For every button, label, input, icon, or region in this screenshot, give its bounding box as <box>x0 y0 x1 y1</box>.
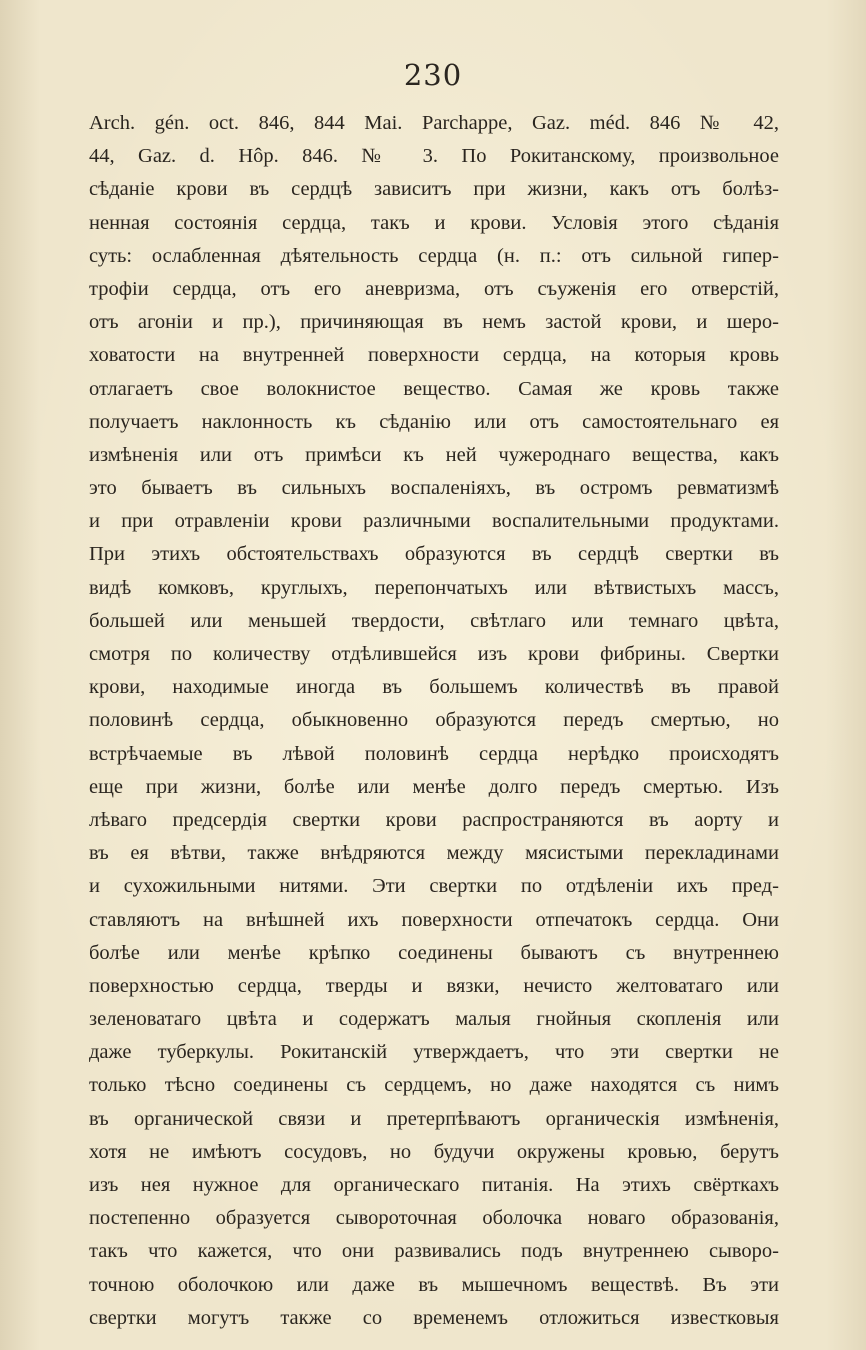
text-line: свертки могутъ также со временемъ отложиться известковыя <box>89 1306 779 1329</box>
text-line: измѣненія или отъ примѣси къ ней чужероднаго вещества, какъ <box>89 443 779 466</box>
text-line: въ ея вѣтви, также внѣдряются между мясистыми перекладинами <box>89 842 779 865</box>
text-line: и при отравленіи крови различными воспалительными продуктами. <box>89 510 779 533</box>
text-line: Arch. gén. oct. 846, 844 Mai. Parchappe, Gaz. méd. 846 № 42, <box>89 112 779 134</box>
text-line: такъ что кажется, что они развивались подъ внутреннею сыворо- <box>89 1240 779 1263</box>
text-line: это бываетъ въ сильныхъ воспаленіяхъ, въ остромъ ревматизмѣ <box>89 477 779 500</box>
text-line: крови, находимые иногда въ большемъ количествѣ въ правой <box>89 676 779 699</box>
page-number: 230 <box>403 58 463 92</box>
text-line: болѣе или менѣе крѣпко соединены бываютъ съ внутреннею <box>89 941 779 964</box>
text-line: точною оболочкою или даже въ мышечномъ веществѣ. Въ эти <box>89 1273 779 1296</box>
text-line: сѣданіе крови въ сердцѣ зависитъ при жизни, какъ отъ болѣз- <box>89 178 779 201</box>
text-line: и сухожильными нитями. Эти свертки по отдѣленіи ихъ пред- <box>89 875 779 898</box>
text-line: лѣваго предсердія свертки крови распространяются въ аорту и <box>89 808 779 831</box>
text-line: изъ нея нужное для органическаго питанія. На этихъ свёрткахъ <box>89 1174 779 1196</box>
text-line: только тѣсно соединены съ сердцемъ, но даже находятся съ нимъ <box>89 1074 779 1097</box>
text-line: При этихъ обстоятельствахъ образуются въ сердцѣ свертки въ <box>89 543 779 566</box>
body-text <box>89 107 779 1335</box>
text-line: хотя не имѣютъ сосудовъ, но будучи окружены кровью, берутъ <box>89 1140 779 1163</box>
text-line: суть: ослабленная дѣятельность сердца (н. п.: отъ сильной гипер- <box>89 244 779 267</box>
text-line: половинѣ сердца, обыкновенно образуются передъ смертью, но <box>89 709 779 732</box>
text-line: ховатости на внутренней поверхности сердца, на которыя кровь <box>89 344 779 367</box>
text-line: отлагаетъ свое волокнистое вещество. Самая же кровь также <box>89 377 779 400</box>
text-line: отъ агоніи и пр.), причиняющая въ немъ застой крови, и шеро- <box>89 311 779 334</box>
text-line: зеленоватаго цвѣта и содержатъ малыя гнойныя скопленія или <box>89 1008 779 1031</box>
text-line: смотря по количеству отдѣлившейся изъ крови фибрины. Свертки <box>89 643 779 665</box>
text-line: поверхностью сердца, тверды и вязки, нечисто желтоватаго или <box>89 974 779 997</box>
text-line: постепенно образуется сывороточная оболочка новаго образованія, <box>89 1207 779 1230</box>
text-line: большей или меньшей твердости, свѣтлаго или темнаго цвѣта, <box>89 609 779 632</box>
text-line: ставляютъ на внѣшней ихъ поверхности отпечатокъ сердца. Они <box>89 908 779 931</box>
text-line: встрѣчаемые въ лѣвой половинѣ сердца нерѣдко происходятъ <box>89 742 779 765</box>
text-line: даже туберкулы. Рокитанскій утверждаетъ, что эти свертки не <box>89 1041 779 1064</box>
text-line: 44, Gaz. d. Hôp. 846. № 3. По Рокитанскому, произвольное <box>89 145 779 168</box>
text-line: видѣ комковъ, круглыхъ, перепончатыхъ или вѣтвистыхъ массъ, <box>89 576 779 599</box>
text-line: еще при жизни, болѣе или менѣе долго передъ смертью. Изъ <box>89 775 779 798</box>
text-line: получаетъ наклонность къ сѣданію или отъ самостоятельнаго ея <box>89 410 779 433</box>
text-line: въ органической связи и претерпѣваютъ органическія измѣненія, <box>89 1107 779 1130</box>
text-line: ненная состоянія сердца, такъ и крови. Условія этого сѣданія <box>89 211 779 234</box>
text-line: трофіи сердца, отъ его аневризма, отъ съуженія его отверстій, <box>89 277 779 300</box>
